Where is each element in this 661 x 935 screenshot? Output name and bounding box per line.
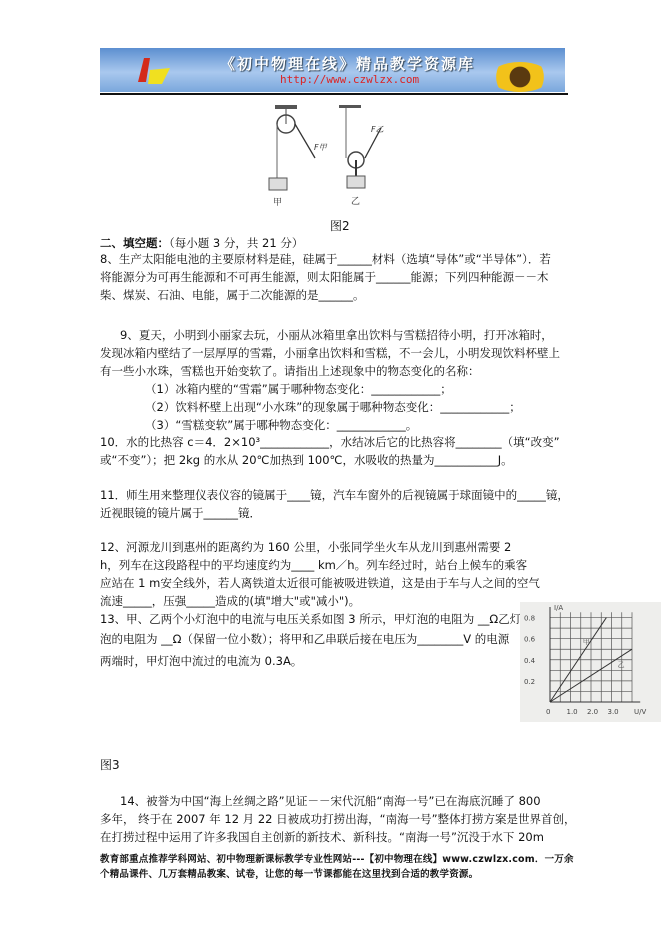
header-divider: [100, 93, 568, 95]
footer-line: 个精品课件、几万套精品教案、试卷，让您的每一节课都能在这里找到合适的教学资源。: [100, 869, 479, 880]
q13-line: 两端时，甲灯泡中流过的电流为 0.3A。: [100, 654, 303, 668]
q9-line: 有一些小水珠，雪糕也开始变软了。请指出上述现象中的物态变化的名称：: [100, 364, 480, 378]
section-note: （每小题 3 分，共 21 分）: [169, 236, 304, 250]
q8-line: 柴、煤炭、石油、电能，属于二次能源的是______。: [100, 288, 365, 302]
force-jia-label: F甲: [314, 143, 327, 152]
q14-line: 14、被誉为中国“海上丝绸之路”见证－－宋代沉船“南海一号”已在海底沉睡了 800: [120, 794, 541, 808]
footer-line: 教育部重点推荐学科网站、初中物理新课标教学专业性网站---【初中物理在线】www.czwlzx.com．一万余: [100, 854, 574, 865]
x-axis-label: U/V: [634, 708, 647, 716]
y-tick-label: 0.6: [524, 635, 536, 644]
q11-line: 11．师生用来整理仪表仪容的镜属于____镜，汽车车窗外的后视镜属于球面镜中的_____镜，: [100, 488, 569, 502]
figure-3-caption: 图3: [100, 758, 120, 772]
series-label: 乙: [617, 661, 625, 670]
q9-line: 发现冰箱内壁结了一层厚厚的雪霜，小丽拿出饮料和雪糕，不一会儿，小明发现饮料杯壁上: [100, 346, 560, 360]
banner-title: 《初中物理在线》精品教学资源库: [220, 55, 476, 73]
q10-line: 或“不变”）；把 2kg 的水从 20℃加热到 100℃，水吸收的热量为___________J。: [100, 453, 513, 467]
q12-line: 流速_____，压强_____造成的(填"增大"或"减小")。: [100, 594, 361, 608]
section-title: 二、填空题：: [100, 236, 169, 250]
section-heading: [100, 235, 303, 251]
q9-sub: （1）冰箱内壁的“雪霜”属于哪种物态变化：____________；: [145, 382, 452, 396]
q9-sub: （3）“雪糕变软”属于哪种物态变化：____________。: [145, 418, 418, 432]
q13-line: 泡的电阻为 __Ω（保留一位小数）；将甲和乙串联后接在电压为________V 的电源: [100, 632, 510, 646]
q14-line: 多年， 终于在 2007 年 12 月 22 日被成功打捞出海，“南海一号”整体打捞方案是世界首创，: [100, 812, 576, 826]
banner-url[interactable]: http://www.czwlzx.com: [280, 73, 420, 86]
site-banner[interactable]: [100, 48, 565, 92]
q10-line: 10．水的比热容 c＝4．2×10³____________，水结冰后它的比热容将________（填“改变”: [100, 435, 560, 449]
y-tick-label: 0.4: [524, 656, 536, 665]
q8-line: 8、生产太阳能电池的主要原材料是硅，硅属于______材料（选填“导体”或“半导体”）．若: [100, 252, 551, 266]
x-tick-label: 2.0: [587, 708, 599, 716]
sunflower-icon: [490, 62, 550, 92]
label-jia: 甲: [273, 198, 283, 208]
force-yi-label: F乙: [371, 125, 384, 134]
figure-2-caption: 图2: [330, 219, 350, 233]
q12-line: 12、河源龙川到惠州的距离约为 160 公里，小张同学坐火车从龙川到惠州需要 2: [100, 540, 512, 554]
x-tick-label: 3.0: [607, 708, 619, 716]
y-axis-label: I/A: [554, 604, 564, 612]
series-label: 甲: [582, 637, 590, 646]
x-tick-label: 0: [546, 708, 551, 716]
q12-line: h，列车在这段路程中的平均速度约为____ km／h。列车经过时，站台上候车的乘客: [100, 558, 528, 572]
figure-3-iu-graph: [520, 602, 661, 722]
q14-line: 在打捞过程中运用了许多我国自主创新的新技术、新科技。“南海一号”沉没于水下 20m: [100, 830, 544, 844]
q9-line: 9、夏天，小明到小丽家去玩，小丽从冰箱里拿出饮料与雪糕招待小明，打开冰箱时，: [120, 328, 553, 342]
x-tick-label: 1.0: [566, 708, 578, 716]
q12-line: 应站在 1 m安全线外，若人离铁道太近很可能被吸进铁道，这是由于车与人之间的空气: [100, 576, 540, 590]
y-tick-label: 0.8: [524, 614, 536, 623]
site-logo-icon: [136, 56, 176, 86]
label-yi: 乙: [351, 197, 361, 207]
q8-line: 将能源分为可再生能源和不可再生能源，则太阳能属于______能源；下列四种能源－－木: [100, 270, 549, 284]
q9-sub: （2）饮料杯壁上出现“小水珠”的现象属于哪种物态变化：____________；: [145, 400, 521, 414]
y-tick-label: 0.2: [524, 677, 536, 686]
figure-2-pulleys: [255, 100, 385, 210]
q11-line: 近视眼镜的镜片属于______镜．: [100, 506, 261, 520]
q13-line: 13、甲、乙两个小灯泡中的电流与电压关系如图 3 所示，甲灯泡的电阻为 __Ω乙灯: [100, 612, 522, 626]
